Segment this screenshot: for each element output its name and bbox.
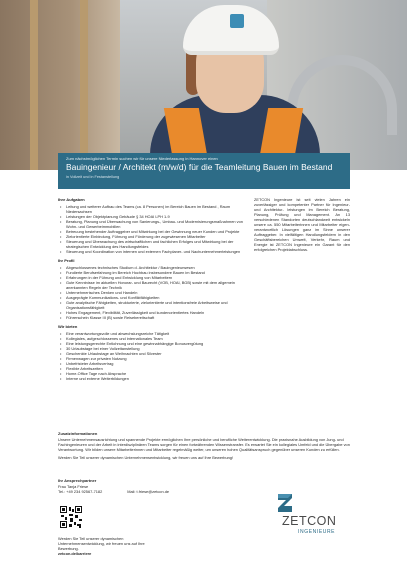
hero-photo: [0, 0, 407, 170]
contact-email[interactable]: Mail: t.friese@zetcon.de: [127, 489, 170, 494]
qr-code[interactable]: [60, 506, 82, 528]
zusatz-heading: Zusatzinformationen: [58, 431, 98, 436]
profil-item: • Führerschein Klasse III (B) sowie Reisebereitschaft: [58, 315, 248, 320]
profil-item: • Gute analytische Fähigkeiten, strukturierte, zielorientierte und intentionsfreie Arbeitsweise und Organisationsfähigkeit: [58, 300, 248, 310]
footer-line: Bewerbung.: [58, 546, 79, 551]
aufgaben-item: • Beratung, Planung und Überwachung von Sanierungs-, Umbau- und Modernisierungsmaßnahmen von Wohn- und Gewerbeimmobilien: [58, 219, 248, 229]
main-column: [58, 197, 248, 385]
bieten-item: • Firmenwagen zur privaten Nutzung: [58, 356, 248, 361]
wood-beam: [30, 0, 38, 170]
profil-heading: Ihr Profil: [58, 258, 75, 263]
bieten-item: • 30 Urlaubstage bei einer Vollzeitanstellung: [58, 346, 248, 351]
bieten-heading: Wir bieten: [58, 324, 78, 329]
aufgaben-section: [58, 197, 248, 254]
helmet-logo-icon: [230, 14, 244, 28]
profil-list: [58, 265, 248, 320]
profil-item: • Unternehmerisches Denken und Handeln: [58, 290, 248, 295]
contact-name: Frau Tanja Friese: [58, 484, 89, 489]
job-title: Bauingenieur / Architekt (m/w/d) für die Teamleitung Bauen im Bestand: [66, 162, 333, 172]
aufgaben-list: [58, 204, 248, 254]
bieten-item: • Eine leistungsgerechte Entlohnung und eine gewinnabhängige Bonusvergütung: [58, 341, 248, 346]
aufgaben-item: • Zielorientierte Einbindung, Führung und Förderung der zugewiesenen Mitarbeiter: [58, 234, 248, 239]
wood-beam: [80, 0, 88, 170]
bieten-item: • Unbefristeter Arbeitsvertrag: [58, 361, 248, 366]
banner-intro: Zum nächstmöglichen Termin suchen wir für unsere Niederlassung in Hannover einen: [66, 156, 218, 161]
aufgaben-item: • Leistungen der Objektplanung Gebäude § 34 HOAI LPH 1-9: [58, 214, 248, 219]
bieten-item: • Flexible Arbeitszeiten: [58, 366, 248, 371]
profil-item: • Ausgeprägte Kommunikations- und Konfliktfähigkeiten: [58, 295, 248, 300]
bieten-list: [58, 331, 248, 381]
company-description: ZETCON Ingenieure ist seit vielen Jahren ein zuverlässiger und kompetenter Partner für Ingenieur- und Architektur- leistungen im Bereich Beratung, Planung, Prüfung und Management. An 13 verschiedenen Standorten deutschlandweit entwickeln unsere ca. 550 Mitarbeiterinnen und Mitarbeiter eigen- verantwortlich Lösungen ganz im Sinne unserer Auftraggeber. In vielfältigen Handlungsfeldern in den Geschäftsbereichen Umwelt, Verkehr, Raum und Energie ist ZETCON Ingenieure ein Garant für den erfolgreichen Projektabschluss.: [254, 197, 350, 252]
zusatz-text: Unsere Unternehmensausrichtung und spannende Projekte ermöglichen Ihre persönliche und berufliche Weiterentwicklung. Die praxisnahe Ausbildung von Jung- und Fachingenieuren und der Arbeit in interdisziplinären Teams sorgen für einen fortwährenden Wissenstransfer. Es erwartet Sie ein kollegiales Umfeld und die Übergabe von Verantwortung. Wir bilden unsere Mitarbeiterinnen und Mitarbeiter regelmäßig weiter, um unseren hohen Qualitätsanspruch gegenüber unseren Kunden zu erfüllen.: [58, 437, 350, 452]
aufgaben-item: • Betreuung bestehender Auftraggeber und Mitwirkung bei der Gewinnung neuer Kunden und Projekte: [58, 229, 248, 234]
aufgaben-item: • Steuerung und Koordination von internen und externen Fachplaner- und Nachunternehmerleistungen: [58, 249, 248, 254]
zusatz-section: [58, 431, 350, 460]
aufgaben-item: • Steuerung und Überwachung des wirtschaftlichen und fachlichen Erfolges und Mitwirkung bei der strategischen Entwicklung des Handlungsfeldes: [58, 239, 248, 249]
profil-item: • Fundierte Berufserfahrung im Bereich Hochbau insbesondere Bauen im Bestand: [58, 270, 248, 275]
logo-wordmark: ZETCON: [282, 514, 337, 528]
bieten-item: • Home-Office Tage nach Absprache: [58, 371, 248, 376]
banner-subtitle: in Vollzeit und in Festanstellung: [66, 175, 120, 179]
profil-section: [58, 258, 248, 320]
bieten-item: • Geschenkte Urlaubstage an Weihnachten und Silvester: [58, 351, 248, 356]
profil-item: • Abgeschlossenes technisches Studium d. Architektur / Bauingenieurwesen: [58, 265, 248, 270]
bieten-item: • Kollegiales, aufgeschlossenes und internationales Team: [58, 336, 248, 341]
zetcon-logo-icon: [276, 492, 294, 514]
career-link[interactable]: zetcon.de/karriere: [58, 551, 92, 556]
footer-line: Werden Sie Teil unserer dynamischen: [58, 536, 124, 541]
bieten-section: [58, 324, 248, 381]
logo-subtitle: INGENIEURE: [298, 529, 336, 535]
hard-hat: [183, 5, 279, 55]
aufgaben-heading: Ihre Aufgaben: [58, 197, 85, 202]
zusatz-closing: Werden Sie Teil unserer dynamischen Unternehmensentwicklung, wir freuen uns auf Ihre Bewerbung!: [58, 455, 234, 460]
zetcon-logo: [276, 492, 356, 542]
footer-line: Unternehmensentwicklung, wir freuen uns auf Ihre: [58, 541, 145, 546]
job-title-banner: [58, 153, 350, 189]
profil-item: • Hohes Engagement, Flexibilität, Zuverlässigkeit und kundenorientiertes Handeln: [58, 310, 248, 315]
background-wall: [0, 0, 120, 170]
bieten-item: • Interne und externe Weiterbildungen: [58, 376, 248, 381]
contact-heading: Ihr Ansprechpartner: [58, 478, 97, 483]
profil-item: • Gute Kenntnisse im aktuellen Honorar- und Baurecht (VOB, HOAI, BGB) sowie mit dem allgemein anerkannten Regeln der Technik: [58, 280, 248, 290]
aufgaben-item: • Leitung und weiterer Aufbau des Teams (ca. 8 Personen) im Bereich Bauen im Bestand , Raum Niedersachsen: [58, 204, 248, 214]
profil-item: • Erfahrungen in der Führung und Entwicklung von Mitarbeitern: [58, 275, 248, 280]
bieten-item: • Eine verantwortungsvolle und abwechslungsreiche Tätigkeit: [58, 331, 248, 336]
contact-phone[interactable]: Tel.: +49 234 92567-7182: [58, 489, 103, 494]
footer-text: [58, 536, 148, 556]
